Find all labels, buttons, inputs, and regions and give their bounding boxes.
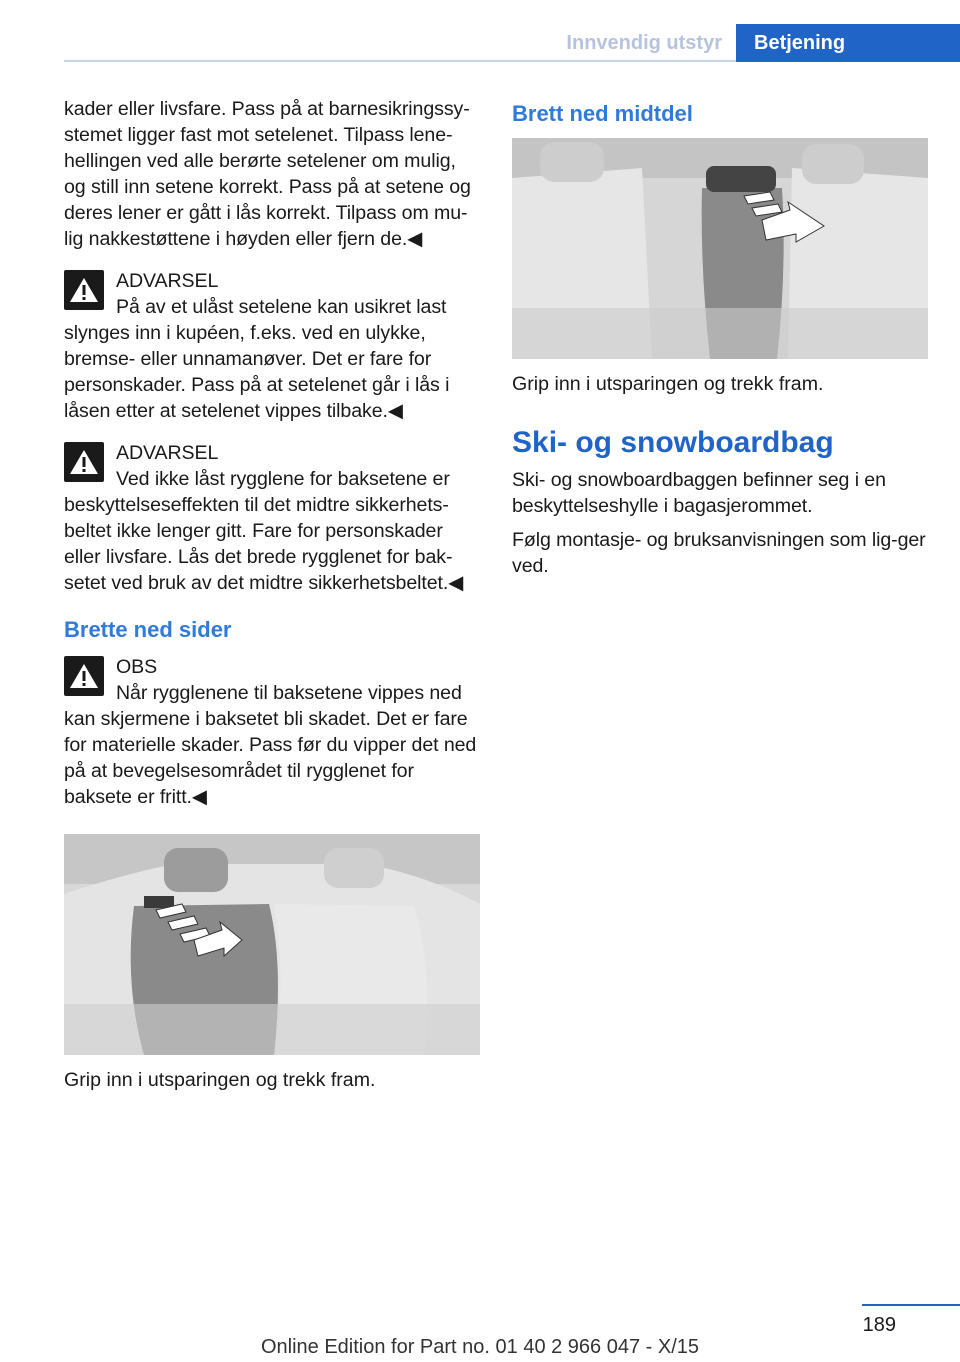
section-title-ski-bag: Ski- og snowboardbag xyxy=(512,426,834,459)
warning-triangle-icon xyxy=(64,656,104,696)
warning-text: Ved ikke låst rygglene for baksetene er beskyttelseseffekten til det midtre sikkerhets‐beltet ikke lenger gitt. Fare for personskader eller livsfare. Lås det brede rygglenet for bak‐setet ved bruk av det midtre sikkerhetsbeltet.◀ xyxy=(64,468,464,594)
warning-block-2 xyxy=(64,440,482,596)
figure-caption-right: Grip inn i utsparingen og trekk fram. xyxy=(512,373,824,395)
warning-block-1 xyxy=(64,268,482,424)
paragraph-continued: kader eller livsfare. Pass på at barnesikringssy‐stemet ligger fast mot setelenet. Tilpass lene‐hellingen ved alle berørte setelener om mulig, og still inn setene korrekt. Pass på at setene og deres lener er gått i lås korrekt. Tilpass om mu‐lig nakkestøttene i høyden eller fjern de.◀ xyxy=(64,98,471,250)
paragraph-ski-bag-location: Ski- og snowboardbaggen befinner seg i en beskyttelseshylle i bagasjerommet. xyxy=(512,469,886,517)
left-column xyxy=(64,96,482,1109)
footer-edition-text: Online Edition for Part no. 01 40 2 966 047 - X/15 xyxy=(260,1336,700,1358)
right-column xyxy=(512,96,930,595)
figure-rear-seat-middle xyxy=(512,138,928,359)
paragraph-ski-bag-instructions: Følg montasje- og bruksanvisningen som lig‐ger ved. xyxy=(512,529,926,577)
notice-title: OBS xyxy=(116,656,158,678)
figure-rear-seat-side xyxy=(64,834,480,1055)
subheading-fold-sides: Brette ned sider xyxy=(64,617,232,642)
warning-triangle-icon xyxy=(64,270,104,310)
subheading-fold-middle: Brett ned midtdel xyxy=(512,101,693,126)
header-chapter-tab: Betjening xyxy=(736,24,960,62)
warning-title: ADVARSEL xyxy=(116,270,219,292)
header-section-label: Innvendig utstyr xyxy=(566,32,722,54)
footer-rule xyxy=(862,1304,960,1306)
page-number: 189 xyxy=(862,1314,896,1336)
warning-title: ADVARSEL xyxy=(116,442,219,464)
figure-caption-left: Grip inn i utsparingen og trekk fram. xyxy=(64,1069,376,1091)
notice-text: Når rygglenene til baksetene vippes ned kan skjermene i baksetet bli skadet. Det er fare for materielle skader. Pass før du vipper det ned på at bevegelsesområdet til rygglenet for baksete er fritt.◀ xyxy=(64,682,477,808)
notice-block xyxy=(64,654,482,810)
warning-text: På av et ulåst setelene kan usikret last slynges inn i kupéen, f.eks. ved en ulykke, bremse- eller unnamanøver. Det er fare for personskader. Pass på at setelenet går i lås i låsen etter at setelenet vippes tilbake.◀ xyxy=(64,296,450,422)
warning-triangle-icon xyxy=(64,442,104,482)
